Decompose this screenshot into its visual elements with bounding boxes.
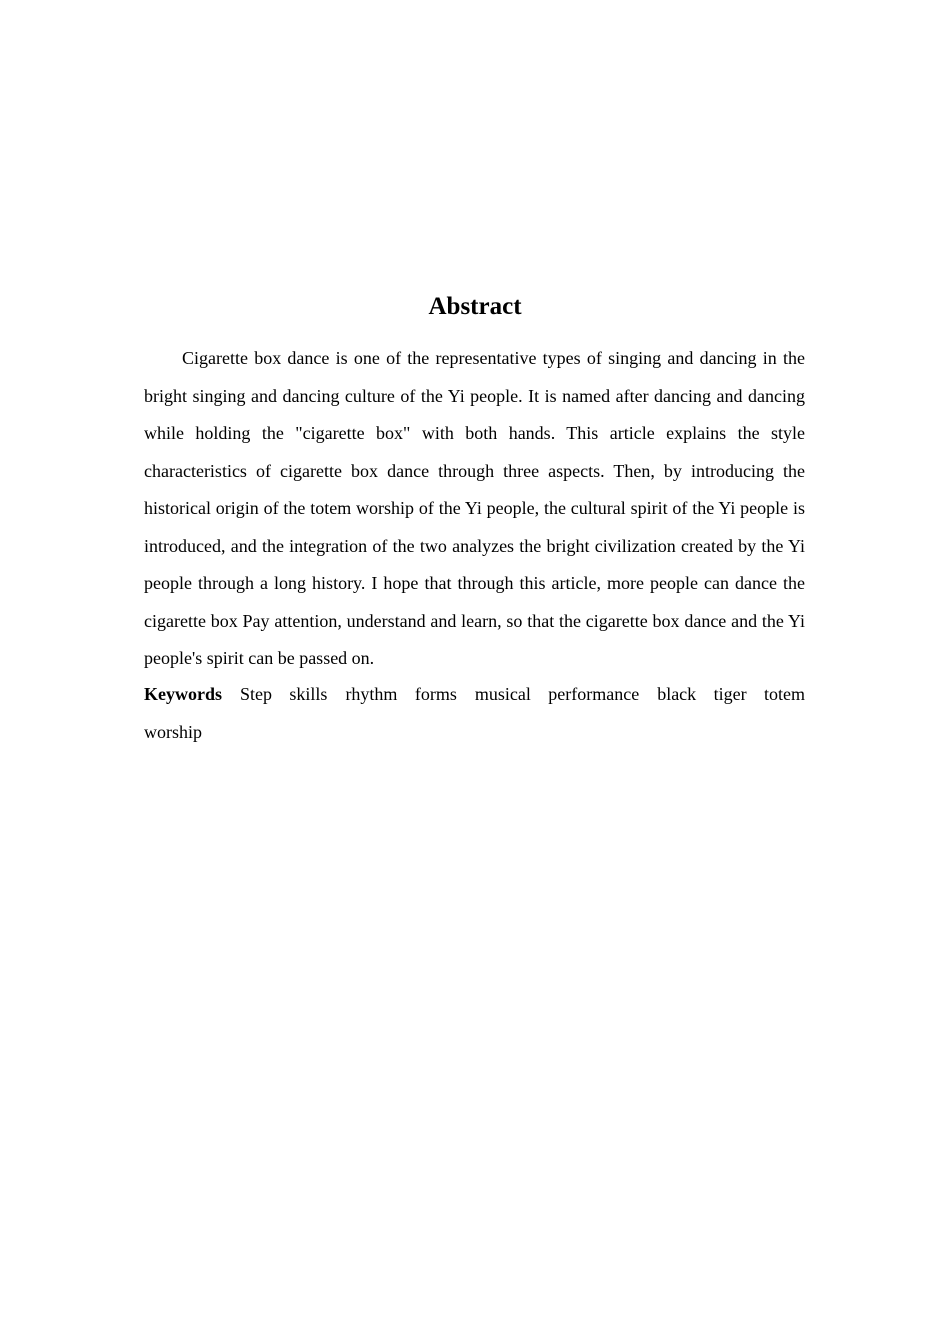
keyword-item: musical performance [474, 684, 640, 704]
keywords-line [144, 676, 805, 751]
abstract-body: Cigarette box dance is one of the representative types of singing and dancing in the bright singing and dancing culture of the Yi people. It is named after dancing and dancing while holding the "cigarette box" with both hands. This article explains the style characteristics of cigarette box dance through three aspects. Then, by introducing the historical origin of the totem worship of the Yi people, the cultural spirit of the Yi people is introduced, and the integration of the two analyzes the bright civilization created by the Yi people through a long history. I hope that through this article, more people can dance the cigarette box Pay attention, understand and learn, so that the cigarette box dance and the Yi people's spirit can be passed on. [144, 348, 805, 668]
keywords-label: Keywords [144, 684, 222, 704]
abstract-title: Abstract [428, 293, 522, 320]
keyword-item: Step skills [240, 684, 328, 704]
keyword-item: rhythm forms [345, 684, 457, 704]
keyword-item: black tiger totem worship [144, 684, 805, 742]
